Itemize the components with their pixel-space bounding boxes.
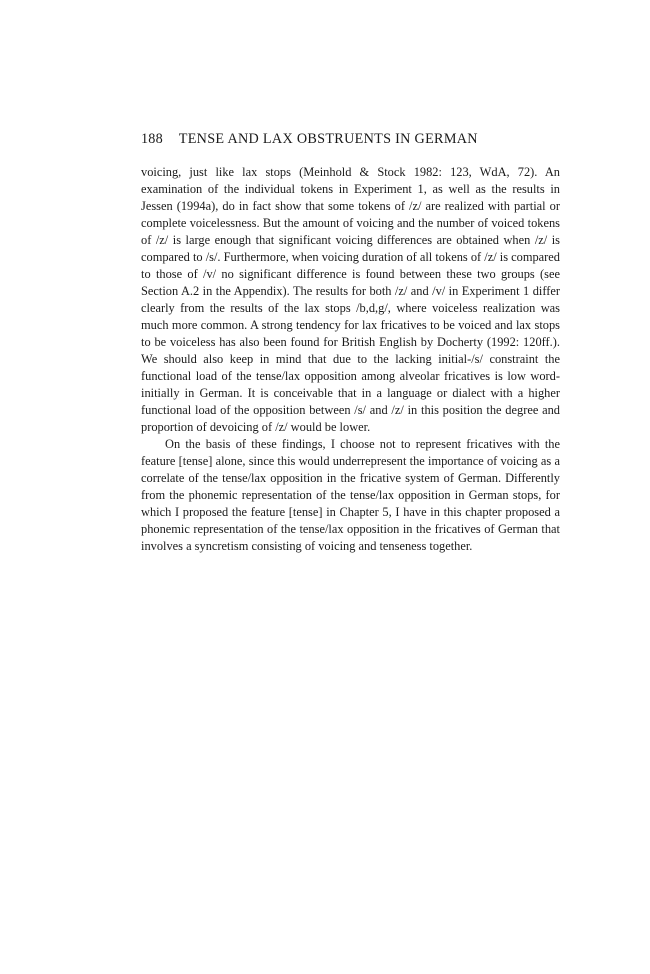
body-text xyxy=(141,164,560,555)
running-head xyxy=(141,131,561,148)
paragraph: voicing, just like lax stops (Meinhold & Stock 1982: 123, WdA, 72). An examination of the individual tokens in Experiment 1, as well as the results in Jessen (1994a), do in fact show that some tokens of /z/ are realized with partial or complete voicelessness. But the amount of voicing and the number of voiced tokens of /z/ is large enough that significant voicing differences are obtained when /z/ is compared to /s/. Furthermore, when voicing duration of all tokens of /z/ is compared to those of /v/ no significant difference is found between these two groups (see Section A.2 in the Appendix). The results for both /z/ and /v/ in Experiment 1 differ clearly from the results of the lax stops /b,d,g/, where voiceless realization was much more common. A strong tendency for lax fricatives to be voiced and lax stops to be voiceless has also been found for British English by Docherty (1992: 120ff.). We should also keep in mind that due to the lacking initial-/s/ constraint the functional load of the tense/lax opposition among alveolar fricatives is low word-initially in German. It is conceivable that in a language or dialect with a higher functional load of the opposition between /s/ and /z/ in this position the degree and proportion of devoicing of /z/ would be lower. xyxy=(141,165,560,434)
page-number: 188 xyxy=(141,131,163,147)
paragraph: On the basis of these findings, I choose not to represent fricatives with the feature [tense] alone, since this would underrepresent the importance of voicing as a correlate of the tense/lax opposition in the fricative system of German. Differently from the phonemic representation of the tense/lax opposition in German stops, for which I proposed the feature [tense] in Chapter 5, I have in this chapter proposed a phonemic representation of the tense/lax opposition in the fricatives of German that involves a syncretism consisting of voicing and tenseness together. xyxy=(141,437,560,553)
running-title: TENSE AND LAX OBSTRUENTS IN GERMAN xyxy=(178,131,478,147)
